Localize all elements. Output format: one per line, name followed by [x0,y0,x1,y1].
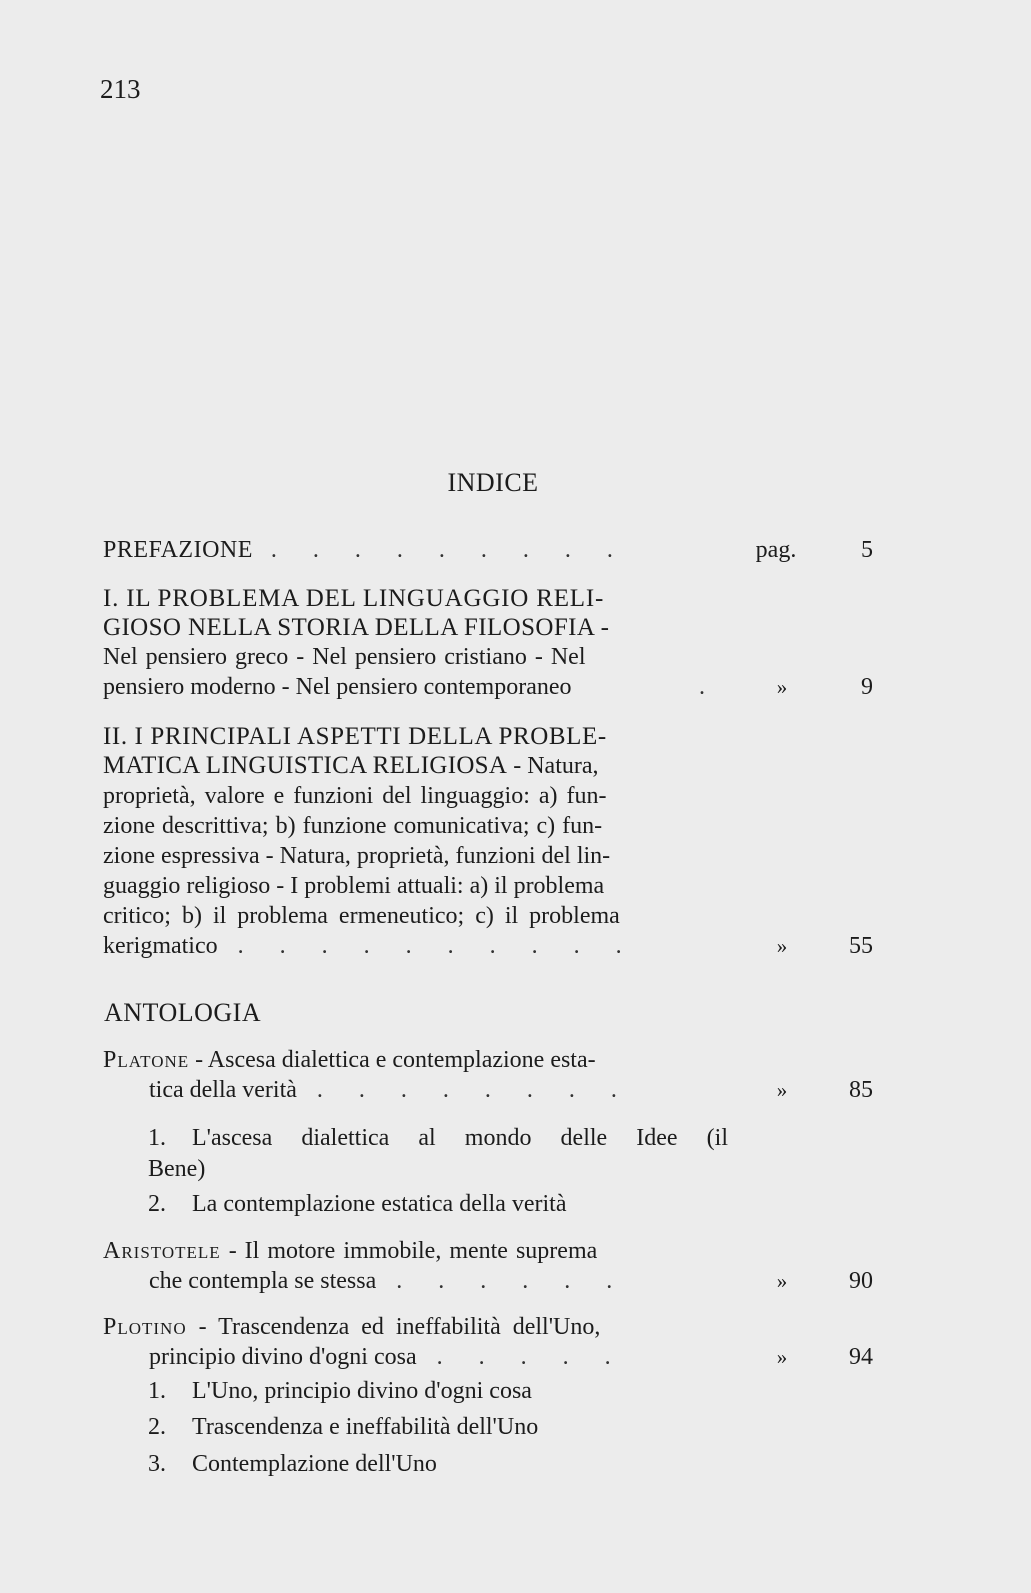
platone-last-line [103,1075,873,1105]
entry-page-number: 55 [849,933,873,959]
chapter-1-heading-line: GIOSO NELLA STORIA DELLA FILOSOFIA - [103,614,610,641]
item-number: 1. [148,1378,166,1404]
author-name: Aristotele [103,1238,221,1264]
chapter-2-last-line [103,931,873,961]
aristotele-last-line [103,1266,873,1296]
page-number: 213 [100,74,141,104]
list-item [148,1376,748,1407]
entry-page-number: 85 [849,1077,873,1103]
entry-title-cont: che contempla se stessa [149,1268,377,1294]
item-text: Contemplazione dell'Uno [192,1451,437,1477]
toc-entry-platone [103,1045,873,1105]
chapter-2-summary-line: kerigmatico [103,933,218,959]
platone-line [103,1045,728,1075]
chapter-2-heading-tail: - Natura, [507,753,599,779]
chapter-2-heading-caps: MATICA LINGUISTICA RELIGIOSA [103,752,508,779]
page-marker: » [776,1345,788,1369]
page-marker: » [776,1078,788,1102]
chapter-2-summary-line: guaggio religioso - I problemi attuali: a) il problema [103,873,605,899]
page-marker: pag. [755,537,797,563]
entry-title: - Ascesa dialettica e contemplazione esta- [189,1047,596,1073]
leader-dots: . . . . . . . . . [270,537,628,563]
page-marker: » [776,1269,788,1293]
item-number: 1. [148,1125,166,1151]
entry-page-number: 9 [861,674,873,700]
entry-title: PREFAZIONE [103,537,253,563]
item-text: Trascendenza e ineffabilità dell'Uno [192,1414,539,1440]
page-marker: » [776,934,788,958]
page-marker: » [776,675,788,699]
author-name: Platone [103,1047,190,1073]
entry-title: - Il motore immobile, mente suprema [220,1238,598,1264]
entry-page-number: 5 [861,537,873,563]
item-text-cont: Bene) [148,1156,206,1182]
author-name: Plotino [103,1314,187,1340]
leader-dots: . . . . . [436,1344,626,1370]
plotino-last-line [103,1342,873,1372]
toc-entry-prefazione [103,535,873,565]
chapter-2-summary-line: proprietà, valore e funzioni del linguaggio: a) fun- [103,783,607,809]
item-number: 2. [148,1414,166,1440]
leader-dots: . . . . . . . . . . [237,933,637,959]
aristotele-line [103,1236,728,1266]
toc-entry-aristotele [103,1236,873,1296]
leader-dots: . . . . . . [396,1268,628,1294]
chapter-2-summary-line: zione espressiva - Natura, proprietà, funzioni del lin- [103,843,611,869]
list-item [148,1412,748,1443]
item-text: L'Uno, principio divino d'ogni cosa [192,1378,532,1404]
chapter-1-summary-line: pensiero moderno - Nel pensiero contemporaneo [103,674,572,700]
entry-title: - Trascendenza ed ineffabilità dell'Uno, [186,1314,601,1340]
entry-title-cont: tica della verità [149,1077,297,1103]
chapter-1-summary-line: Nel pensiero greco - Nel pensiero cristiano - Nel [103,644,586,670]
index-heading: INDICE [447,468,539,497]
list-item [148,1189,748,1220]
chapter-1-last-line [103,672,873,702]
chapter-2-heading-line: II. I PRINCIPALI ASPETTI DELLA PROBLE- [103,723,607,750]
chapter-2-summary-line: critico; b) il problema ermeneutico; c) il problema [103,903,620,929]
list-item [148,1123,748,1185]
item-text: L'ascesa dialettica al mondo delle Idee (il [192,1125,728,1151]
chapter-2-summary-line: zione descrittiva; b) funzione comunicativa; c) fun- [103,813,603,839]
plotino-line [103,1312,728,1342]
entry-page-number: 94 [849,1344,873,1370]
entry-page-number: 90 [849,1268,873,1294]
antologia-heading: ANTOLOGIA [104,998,262,1027]
entry-title-cont: principio divino d'ogni cosa [149,1344,417,1370]
chapter-1-heading-line: I. IL PROBLEMA DEL LINGUAGGIO RELI- [103,585,605,612]
item-text: La contemplazione estatica della verità [192,1191,567,1217]
leader-dots: . [699,674,720,700]
item-number: 2. [148,1191,166,1217]
list-item [148,1449,748,1480]
toc-entry-plotino [103,1312,873,1372]
item-number: 3. [148,1451,166,1477]
toc-entry-chapter-2 [103,722,873,961]
toc-entry-chapter-1 [103,584,873,702]
leader-dots: . . . . . . . . [316,1077,632,1103]
chapter-2-heading-line [103,751,728,781]
